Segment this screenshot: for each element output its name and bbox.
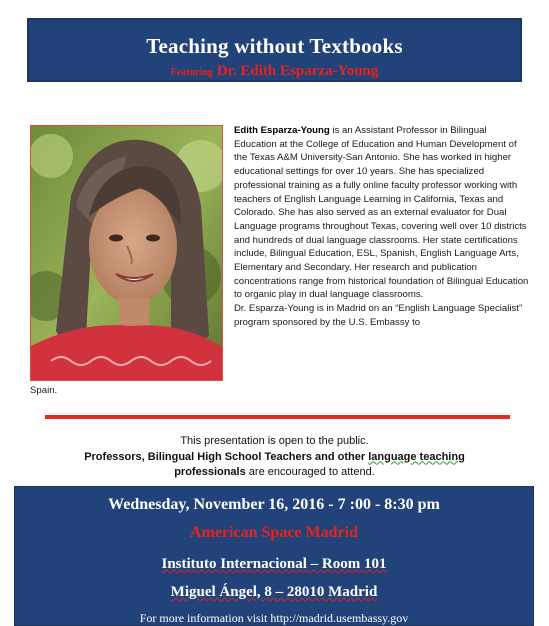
speaker-photo bbox=[30, 125, 223, 381]
event-more-info[interactable]: For more information visit http://madrid.usembassy.gov bbox=[139, 611, 409, 625]
notice-professionals: professionals bbox=[174, 466, 246, 478]
notice-encouraged: are encouraged to attend. bbox=[245, 466, 375, 478]
notice-line-3 bbox=[0, 465, 549, 481]
event-date-time: Wednesday, November 16, 2016 - 7 :00 - 8:30 pm bbox=[108, 496, 440, 513]
speaker-name: Dr. Edith Esparza-Young bbox=[216, 63, 379, 79]
featuring-line bbox=[29, 62, 520, 80]
event-venue: American Space Madrid bbox=[190, 524, 358, 541]
event-institute-text: Instituto Internacional – Room 101 bbox=[161, 556, 387, 572]
bio-name: Edith Esparza-Young bbox=[234, 125, 330, 136]
title-banner bbox=[27, 18, 522, 82]
notice-audience: Professors, Bilingual High School Teachers and other bbox=[84, 450, 369, 463]
notice-line-2 bbox=[0, 450, 549, 466]
bio-text: is an Assistant Professor in Bilingual Education at the College of Education and Human Development of the Texas A&M University-San Antonio. She has worked in higher educational settings for over 10 years. She has specialized professional training as a fully online faculty professor working with teachers of English Language Learning in California, Texas and Colorado. She has also served as an external evaluator for Dual Language programs throughout Texas, covering well over 10 districts and hundreds of dual language classrooms. Her state certifications include, Bilingual Education, ESL, Spanish, English Language Arts, Elementary and Secondary. Her research and publication concentrations range from historical foundation of Bilingual Education to organic play in dual language classrooms. bbox=[234, 125, 529, 301]
event-address-text: Miguel Ángel, 8 – 28010 Madrid bbox=[170, 584, 378, 600]
bio-madrid-tail: Spain. bbox=[30, 385, 58, 396]
bio-madrid-line: Dr. Esparza-Young is in Madrid on an “English Language Specialist” program sponsored by the U.S. Embassy to bbox=[234, 303, 523, 328]
divider-line bbox=[45, 415, 510, 419]
notice-language-teaching: language teaching bbox=[368, 450, 465, 463]
attendance-notice bbox=[0, 434, 549, 481]
speaker-bio bbox=[234, 124, 530, 330]
flyer-title: Teaching without Textbooks bbox=[146, 34, 403, 58]
event-institute bbox=[15, 556, 533, 573]
event-details-box bbox=[14, 486, 534, 626]
featuring-label: Featuring bbox=[170, 67, 213, 78]
event-address bbox=[15, 584, 533, 601]
notice-line-1: This presentation is open to the public. bbox=[180, 435, 369, 447]
